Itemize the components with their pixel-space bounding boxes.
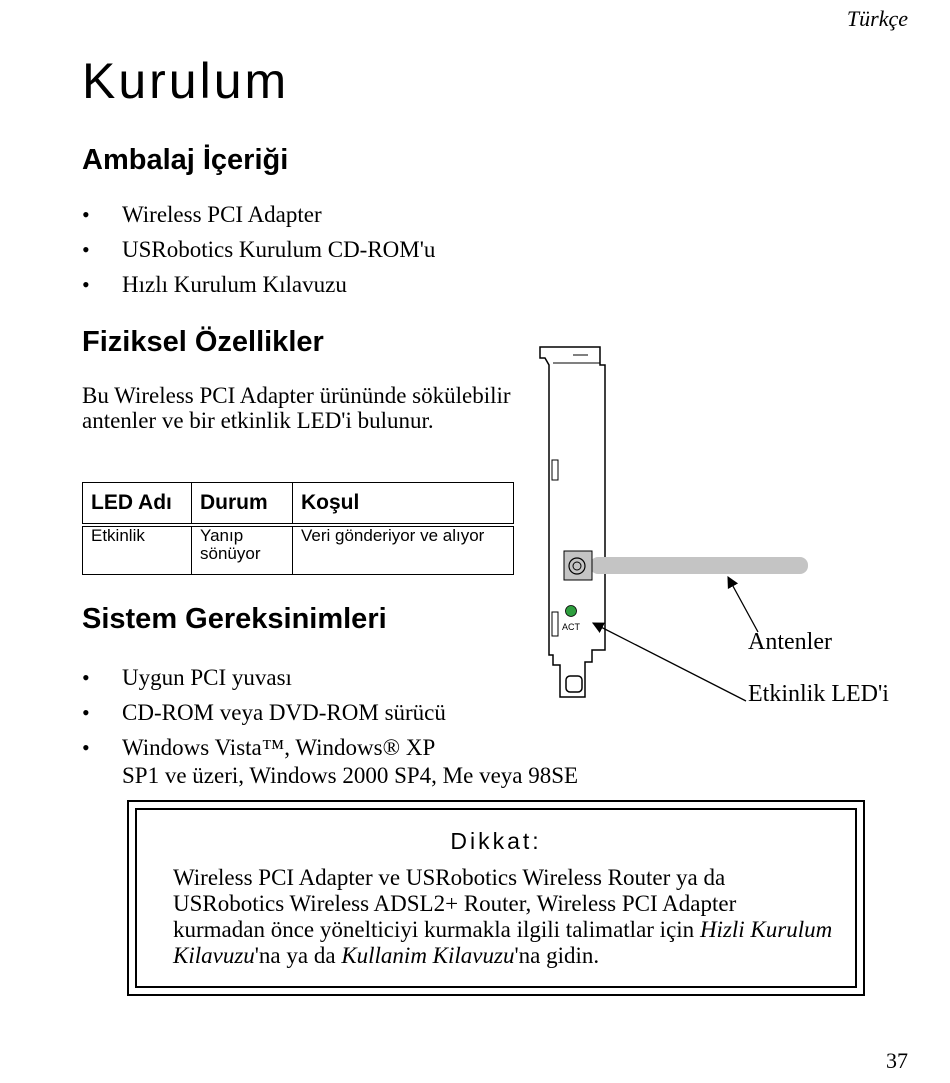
antenna-label: Antenler (748, 629, 832, 655)
activity-led-icon (566, 606, 577, 617)
quick-guide-reference: Hizli Kurulum Kilavuzu (173, 917, 833, 968)
act-label: ACT (562, 622, 580, 632)
section-heading-physical: Fiziksel Özellikler (82, 326, 324, 358)
table-cell: Etkinlik (83, 525, 192, 575)
table-cell: Veri gönderiyor ve alıyor (293, 525, 514, 575)
activity-led-label: Etkinlik LED'i (748, 681, 889, 707)
list-item: • Windows Vista™, Windows® XP SP1 ve üzeri, Windows 2000 SP4, Me veya 98SE (82, 735, 579, 788)
table-cell: Yanıp sönüyor (192, 525, 293, 575)
bullet-icon: • (82, 700, 90, 725)
list-item: • Hızlı Kurulum Kılavuzu (82, 267, 435, 302)
list-item: • CD-ROM veya DVD-ROM sürücü (82, 695, 578, 730)
section-heading-packaging: Ambalaj İçeriği (82, 144, 289, 176)
bullet-icon: • (82, 237, 90, 262)
column-header-status: Durum (192, 483, 293, 526)
physical-description: Bu Wireless PCI Adapter ürününde sökülebilir antenler ve bir etkinlik LED'i bulunur. (82, 383, 511, 433)
note-title: Dikkat: (450, 828, 542, 854)
antenna-pointer (728, 577, 758, 632)
user-guide-reference: Kullanim Kilavuzu (341, 943, 515, 968)
pci-bracket (540, 347, 605, 697)
section-heading-requirements: Sistem Gereksinimleri (82, 603, 387, 635)
column-header-led-name: LED Adı (83, 483, 192, 526)
bullet-icon: • (82, 272, 90, 297)
column-header-condition: Koşul (293, 483, 514, 526)
list-item: • Uygun PCI yuvası (82, 660, 578, 695)
note-text: Wireless PCI Adapter ve USRobotics Wireless Router ya da USRobotics Wireless ADSL2+ Router, Wireless PCI Adapter kurmadan önce yönelticiyi kurmakla ilgili talimatlar için Hizli Kurulum Kilavuzu'na ya da Kullanim Kilavuzu'na gidin. (173, 865, 833, 968)
bullet-icon: • (82, 202, 90, 227)
bullet-icon: • (82, 735, 90, 760)
list-item: • USRobotics Kurulum CD-ROM'u (82, 232, 435, 267)
language-label: Türkçe (846, 6, 908, 31)
led-pointer (593, 623, 746, 701)
note-box (127, 800, 865, 996)
bullet-icon: • (82, 665, 90, 690)
page-number: 37 (886, 1048, 908, 1073)
list-item: • Wireless PCI Adapter (82, 197, 435, 232)
page-title: Kurulum (82, 53, 290, 109)
